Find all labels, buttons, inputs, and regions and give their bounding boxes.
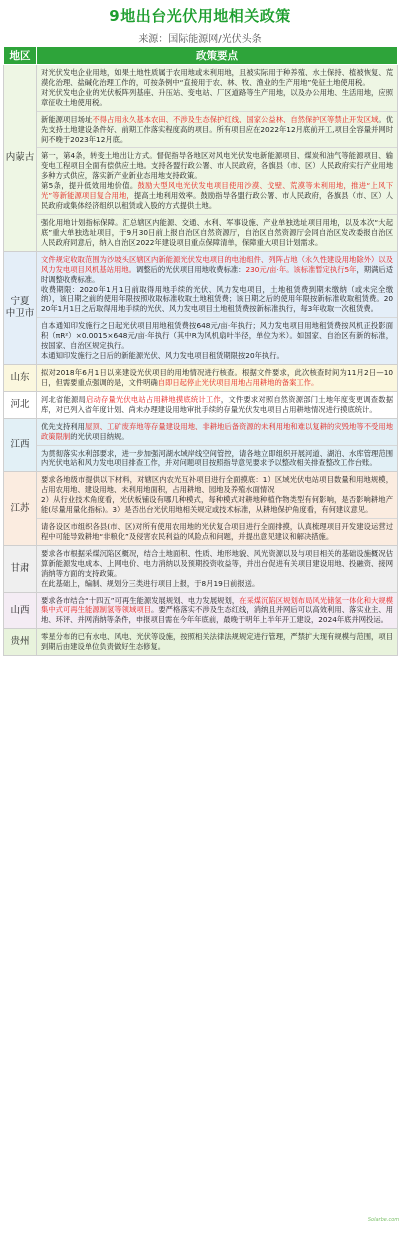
policy-text: 请各设区市组织各县(市、区)对所有使用农用地的光伏复合项目进行全面排摸，认真梳理项目开发建设运营过程中可能导致耕地“非粮化”及侵害农民利益的风险点和问题，并提出意见建议和解决措施。 bbox=[41, 522, 393, 541]
region-cell bbox=[4, 629, 37, 656]
policy-text: 收费期限：2020年1月1日前取得用地手续的光伏、风力发电项目，土地租赁费到期未缴纳（或未完全缴纳），该日期之前的使用年限按照收取标准收取土地租赁费；该日期之后的使用年限按新标准收取租赁费。2020年1月1日之后取得用地手续的光伏、风力发电项目土地租赁费按新标准执行，每3年收取一次租赁费。 bbox=[41, 284, 393, 314]
region-label: 山西 bbox=[10, 604, 30, 616]
table-row bbox=[4, 472, 398, 546]
region-label: 河北 bbox=[10, 398, 30, 410]
table-row bbox=[4, 391, 398, 418]
policy-text: 自本通知印发施行之日起光伏项目用地租赁费按648元/亩·年执行；风力发电项目用地租赁费按风机正投影面积（πR²）×0.0015×648元/亩·年执行（其中R为风机扇叶半径，单位为米）。如国家、自治区有新的标准，按国家、自治区规定执行。 bbox=[41, 321, 393, 351]
region-label: 贵州 bbox=[10, 636, 30, 648]
region-cell bbox=[4, 251, 37, 364]
policy-text: 提高土地利用效率。鼓励指导各盟行政公署、市人民政府，各旗县（市、区）人民政府或集体经济组织以租赁或入股的方式提供土地。 bbox=[41, 191, 394, 211]
policy-text: 要求各市结合“十四五”可再生能源发展规划、电力发展规划， bbox=[41, 595, 240, 605]
region-cell bbox=[4, 592, 37, 629]
policy-paragraph bbox=[37, 419, 397, 445]
policy-text: 新能源项目场址 bbox=[41, 114, 93, 124]
policy-text: 调整后的光伏项目用地收费标准： bbox=[135, 264, 246, 274]
policy-text: 对光伏发电企业的光伏板阵列基座、升压站、变电站、厂区道路等生产用地，以及办公用地、生活用地，应照章征收土地使用税。 bbox=[41, 87, 393, 107]
policy-paragraph bbox=[37, 629, 397, 655]
policy-text: ，期满后适时调整收费标准。 bbox=[41, 264, 394, 284]
policy-text: ，文件要求对照自然资源部门土地年度变更调查数据库，对已列入省年度计划、尚未办理建设用地审批手续的存量光伏发电项目占用耕地情况进行摸底统计。 bbox=[41, 394, 394, 414]
policy-cell bbox=[37, 418, 398, 472]
page-title: 9地出台光伏用地相关政策 bbox=[109, 6, 291, 25]
policy-paragraph bbox=[37, 365, 397, 391]
policy-table bbox=[3, 46, 398, 656]
region-cell bbox=[4, 65, 37, 252]
table-row bbox=[4, 545, 398, 592]
watermark bbox=[367, 1210, 400, 1230]
policy-text: 在此基础上，编制、规划分三类进行项目上报，于8月19日前报送。 bbox=[41, 578, 260, 588]
policy-paragraph bbox=[37, 252, 397, 318]
region-label: 江苏 bbox=[10, 502, 30, 514]
policy-paragraph bbox=[37, 445, 397, 472]
policy-cell bbox=[37, 629, 398, 656]
policy-text: 强化用地计划指标保障。汇总辖区内能源、交通、水利、军事设施、产业单独选址项目用地，以及本次“大起底”重大单独选址项目，于9月30日前上报自治区自然资源厅，自治区自然资源厅会同自治区发改委报自治区人民政府同意后，纳入自治区2022年建设项目重点保障清单，保障重大项目计划需求。 bbox=[41, 217, 393, 247]
policy-highlight: 不得占用永久基本农田、不涉及生态保护红线、国家公益林、自然保护区等禁止开发区域 bbox=[92, 114, 379, 124]
policy-paragraph bbox=[37, 472, 397, 518]
table-row bbox=[4, 592, 398, 629]
policy-text: 第一，第4条，转变土地出让方式。督促指导各地区对风电光伏发电新能源项目、煤炭和油气等能源项目、输变电工程项目全面有偿供应土地。支持各盟行政公署、市人民政府，各旗县（市、区）人民政府实行产业用地多种方式供应，落实新产业新业态用地支持政策。 bbox=[41, 151, 393, 181]
policy-paragraph bbox=[37, 147, 397, 214]
region-cell bbox=[4, 391, 37, 418]
policy-text: 为贯彻落实水利部要求，进一步加强河湖水域岸线空间管控，请各地立即组织开展河道、湖泊、水库管理范围内光伏电站和风力发电项目排查工作，并对问题项目按照指导意见要求予以整改相关排查整改工作台账。 bbox=[41, 448, 393, 468]
policy-text: 的光伏项目纳规。 bbox=[70, 431, 129, 441]
policy-highlight: 屋顶、工矿废弃地等存量建设用地、非耕地后备资源的未利用地和难以复耕的灾毁地等不受用地政策限制 bbox=[41, 421, 394, 441]
header-region: 地区 bbox=[4, 47, 37, 65]
table-row bbox=[4, 364, 398, 391]
policy-cell bbox=[37, 391, 398, 418]
region-label: 内蒙古 bbox=[5, 151, 35, 163]
policy-text: 零星分布的已有水电、风电、光伏等设施，按照相关法律法规规定进行管理，严禁扩大现有规模与范围，项目到期后由建设单位负责做好生态修复。 bbox=[41, 632, 393, 652]
region-cell bbox=[4, 472, 37, 546]
policy-text: 。优先支持土地建设条件好、前期工作落实程度高的项目。所有项目应在2022年12月底前开工,项目全容量并网时间不晚于2023年12月底。 bbox=[41, 114, 394, 144]
policy-paragraph bbox=[37, 593, 397, 629]
table-body bbox=[4, 65, 398, 656]
policy-paragraph bbox=[37, 214, 397, 251]
region-cell bbox=[4, 364, 37, 391]
policy-paragraph bbox=[37, 65, 397, 111]
watermark-text: Solarbe.com bbox=[367, 1217, 400, 1223]
source-line: 来源：国际能源网/光伏头条 bbox=[138, 34, 262, 45]
policy-highlight: 启动存量光伏电站占用耕地摸底统计工作 bbox=[85, 394, 221, 404]
region-label: 江西 bbox=[10, 439, 30, 451]
region-label: 甘肃 bbox=[10, 562, 30, 574]
policy-paragraph bbox=[37, 546, 397, 592]
policy-text: 拟对2018年6月1日以来建设光伏项目的用地情况进行核查。根据文件要求，此次核查时间为11月2日—10日，但需要重点强调的是，文件明确 bbox=[41, 367, 393, 387]
policy-highlight: 在采煤沉陷区规划布局风光储氢一体化和大规模集中式可再生能源制氢等领域项目 bbox=[41, 595, 394, 615]
policy-cell bbox=[37, 592, 398, 629]
policy-paragraph bbox=[37, 518, 397, 545]
policy-text: 。要严格落实不涉及生态红线，消纳且并网后可以高效利用、落实业主、用地、环评、并网消纳等条件，申报项目需在今年年底前，最晚于明年上半年开工建设，2024年底并网投运。 bbox=[41, 605, 394, 625]
table-header-row bbox=[4, 47, 398, 65]
region-label: 山东 bbox=[10, 371, 30, 383]
policy-paragraph bbox=[37, 317, 397, 364]
policy-cell bbox=[37, 364, 398, 391]
policy-highlight: 自即日起停止光伏项目用地占用耕地的备案工作。 bbox=[157, 377, 319, 387]
header-policy: 政策要点 bbox=[37, 47, 398, 65]
table-row bbox=[4, 251, 398, 364]
policy-paragraph bbox=[37, 392, 397, 418]
policy-cell bbox=[37, 65, 398, 252]
policy-text: 要求各地级市提供以下材料，对辖区内农光互补项目进行全面摸底：1）区域光伏电站项目数量和用地规模，占用农用地、建设用地、未利用地面积，占用耕地、园地及养殖水面情况 bbox=[41, 475, 393, 495]
table-row bbox=[4, 65, 398, 252]
policy-highlight: 鼓励大型风电光伏发电项目使用沙漠、戈壁、荒漠等未利用地，推进“上风下光”等新能源项目复合用地， bbox=[41, 181, 393, 201]
policy-text: 河北省能源局 bbox=[41, 394, 86, 404]
policy-text: 要求各市根据采煤沉陷区概况，结合土地面积、性质、地形地貌、风光资源以及与项目相关的基础设施概况估算新能源发电成本、上网电价、电力消纳以及预期投资收益等，并出台促进有关项目建设用地、投融资、接网消纳等方面的支持政策。 bbox=[41, 548, 393, 578]
policy-cell bbox=[37, 545, 398, 592]
policy-text: 对光伏发电企业用地，如果土地性质属于农用地或未利用地，且被实际用于种养殖、水土保持、植被恢复、荒漠化治理、盐碱化治理工作的，可按条例中“直接用于农、林、牧、渔业的生产用地”免征土地使用税。 bbox=[41, 68, 393, 87]
region-cell bbox=[4, 545, 37, 592]
policy-text: 第5条，提升低效用地价值。 bbox=[41, 181, 138, 191]
region-label: 宁夏 中卫市 bbox=[5, 295, 35, 319]
table-row bbox=[4, 629, 398, 656]
policy-text: 优先支持利用 bbox=[41, 421, 86, 431]
policy-highlight: 文件规定收取范围为沙坡头区辖区内新能源光伏发电项目的电池组件、列阵占地（永久性建设用地除外）以及风力发电项目风机基站用地。 bbox=[41, 254, 393, 274]
table-row bbox=[4, 418, 398, 472]
policy-highlight: 230元/亩·年。该标准暂定执行5年 bbox=[245, 264, 357, 274]
region-cell bbox=[4, 418, 37, 472]
policy-text: 2）从行业技术角度看，光伏板铺设有哪几种模式，每种模式对耕地种植作物类型有何影响，是否影响耕地产能(尽量用量化指标)。3）是否出台光伏用地相关规定或技术标准，从耕地保护角度看，有何建议意见。 bbox=[41, 495, 393, 515]
policy-cell bbox=[37, 472, 398, 546]
policy-cell bbox=[37, 251, 398, 364]
policy-paragraph bbox=[37, 111, 397, 148]
policy-text: 本通知印发施行之日后的新能源光伏、风力发电项目租赁期限按20年执行。 bbox=[41, 351, 284, 361]
